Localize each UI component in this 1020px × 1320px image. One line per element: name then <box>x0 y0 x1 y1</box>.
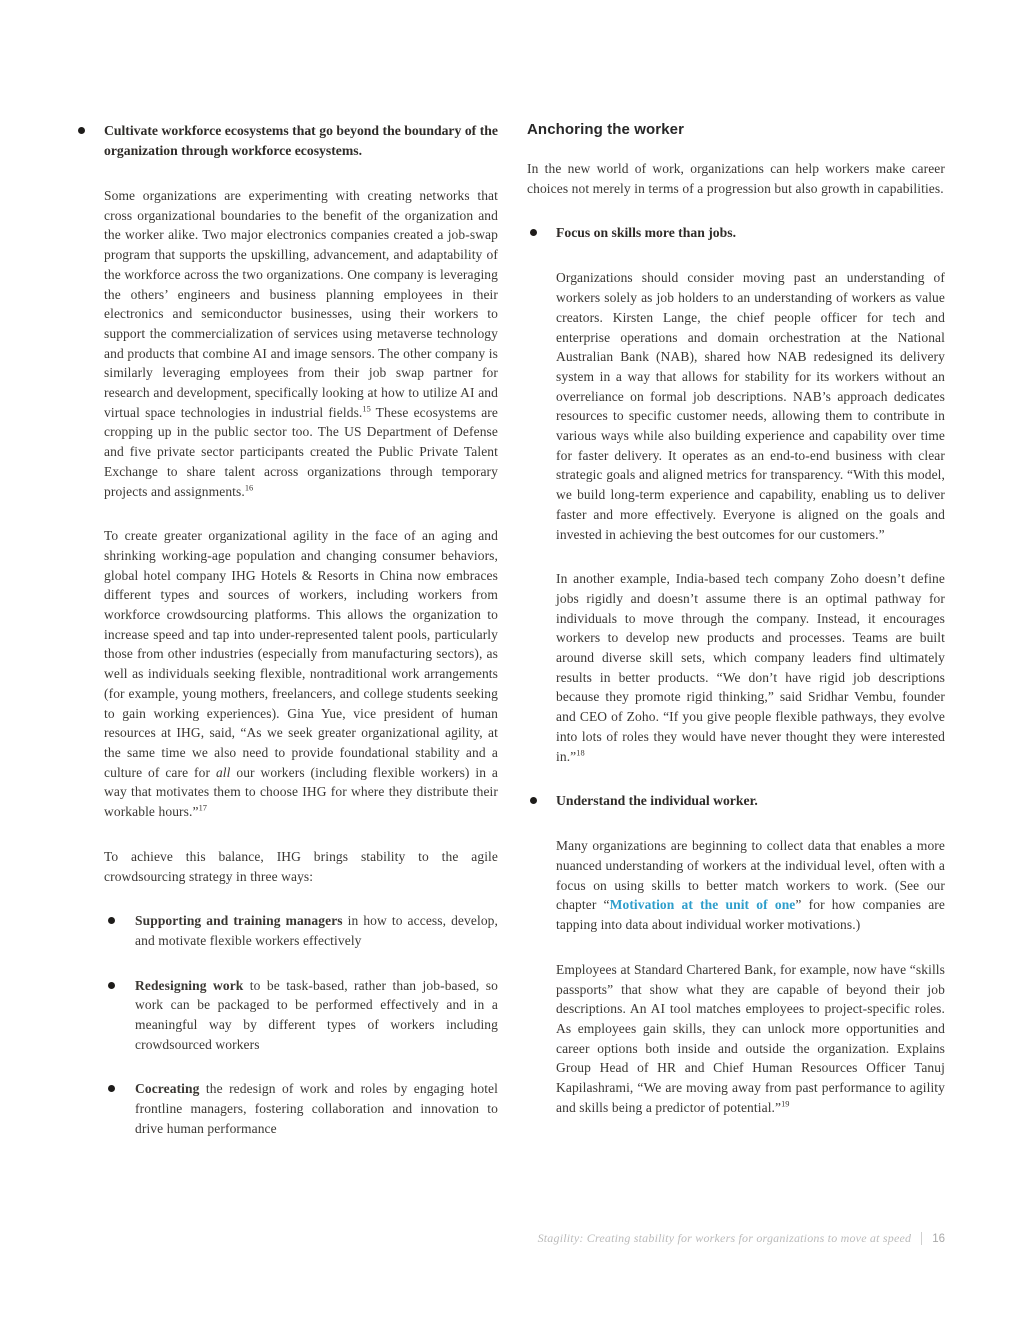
text-segment: our workers (including flexible workers) in a way that motivates them to choose IHG for where they distribute their workable hours.” <box>104 764 498 820</box>
ecosystems-bullet-heading: Cultivate workforce ecosystems that go beyond the boundary of the organization through workforce ecosystems. <box>104 123 498 158</box>
ecosystems-bullet-item <box>104 121 498 161</box>
left-column <box>104 121 498 1164</box>
skills-bullet-item <box>527 223 945 243</box>
sub-bullet-text <box>135 976 498 1055</box>
ihg-paragraph <box>104 526 498 822</box>
bullet-icon <box>78 127 85 134</box>
text-segment: ” for how companies are tapping into data about individual worker motivations.) <box>556 897 945 933</box>
sub-bullet-text <box>135 911 498 950</box>
text-segment: all <box>215 764 231 780</box>
sub-bullet-text <box>135 1079 498 1138</box>
text-segment: Supporting and training managers <box>135 913 343 929</box>
text-segment: To create greater organizational agility in the face of an aging and shrinking working-age population and changing consumer behaviors, global hotel company IHG Hotels & Resorts in China now embraces different types and sources of workers, including workers from workforce crowdsourcing platforms. This allows the organization to increase speed and tap into under-represented talent pools, particularly those from other industries (especially from manufacturing sectors), as well as individuals seeking flexible, nontraditional work arrangements (for example, young mothers, freelancers, and college students seeking to gain working experiences). Gina Yue, vice president of human resources at IHG, said, “As we seek greater organizational agility, at the same time we also need to provide foundational stability and a culture of care for <box>104 528 498 780</box>
networks-paragraph <box>104 186 498 501</box>
sub-bullet-redesigning <box>104 976 498 1055</box>
individual-bullet-item <box>527 791 945 811</box>
text-segment: In another example, India-based tech company Zoho doesn’t define jobs rigidly and doesn’t assume there is an optimal pathway for individuals to move through the company. Instead, it encourages workers to develop new products and processes. Teams are built around diverse skill sets, which company leaders find ultimately results in better products. “We don’t have rigid job descriptions because they promote rigid thinking,” said Sridhar Vembu, founder and CEO of Zoho. “If you give people flexible pathways, they evolve into lots of roles they would have never thought they were interested in.” <box>556 571 945 764</box>
standard-chartered-paragraph <box>556 960 945 1118</box>
text-segment: in how to access, develop, and motivate flexible workers effectively <box>135 913 498 948</box>
page-number: 16 <box>932 1232 945 1245</box>
text-segment: Employees at Standard Chartered Bank, for example, now have “skills passports” that show what they are capable of beyond their job descriptions. An AI tool matches employees to project-specific roles. As employees gain skills, they can unlock more opportunities and career options both inside and outside the organization. Explains Group Head of HR and Chief Human Resources Officer Tanuj Kapilashrami, “We are moving away from past performance to agility and skills being a predictor of potential.” <box>556 961 945 1115</box>
balance-paragraph: To achieve this balance, IHG brings stability to the agile crowdsourcing strategy in three ways: <box>104 848 498 884</box>
sub-bullet-supporting <box>104 911 498 950</box>
individual-bullet-heading: Understand the individual worker. <box>556 793 758 809</box>
right-column <box>527 121 945 1117</box>
sub-bullet-cocreating <box>104 1079 498 1138</box>
text-segment: 18 <box>576 748 585 758</box>
text-segment: Redesigning work <box>135 977 244 993</box>
skills-bullet-heading: Focus on skills more than jobs. <box>556 225 736 241</box>
intro-paragraph: In the new world of work, organizations can help workers make career choices not merely in terms of a progression but also growth in capabilities. <box>527 161 945 196</box>
bullet-icon <box>108 917 115 924</box>
section-heading: Anchoring the worker <box>527 121 685 138</box>
text-segment: 17 <box>198 803 207 813</box>
footer-divider <box>921 1232 922 1245</box>
text-segment: the redesign of work and roles by engaging hotel frontline managers, fostering collaboration and innovation to drive human performance <box>135 1081 498 1136</box>
chapter-link[interactable]: Motivation at the unit of one <box>609 897 796 913</box>
text-segment: These ecosystems are cropping up in the public sector too. The US Department of Defense and five private sector participants created the Public Private Talent Exchange to share talent across organizations through temporary projects and assignments. <box>104 404 498 499</box>
page-footer <box>538 1231 945 1246</box>
text-segment: 16 <box>244 483 254 493</box>
running-title: Stagility: Creating stability for workers for organizations to move at speed <box>537 1231 912 1245</box>
text-segment: 15 <box>362 404 371 414</box>
text-segment: Many organizations are beginning to collect data that enables a more nuanced understanding of workers at the individual level, often with a focus on using skills to better match workers to work. (See our chapter “ <box>556 838 945 913</box>
text-segment: Cocreating <box>135 1081 200 1097</box>
zoho-paragraph <box>556 569 945 766</box>
text-segment: Some organizations are experimenting with creating networks that cross organizational boundaries to the benefit of the organization and the worker alike. Two major electronics companies created a job-swap program that supports the upskilling, advancement, and adaptability of the workforce across the two organizations. One company is leveraging the others’ engineers and business planning employees in their electronics and semiconductor businesses, using their workers to support the commercialization of services using metaverse technology and products that combine AI and image sensors. The other company is similarly leveraging employees from their job swap partner for research and development, specifically looking at how to utilize AI and virtual space technologies in industrial fields. <box>104 188 498 420</box>
nab-paragraph: Organizations should consider moving past an understanding of workers solely as job holders to an understanding of workers as value creators. Kirsten Lange, the chief people officer for tech and enterprise operations and domain orchestration at the National Australian Bank (NAB), shared how NAB redesigned its delivery system in a way that allows for stability for its workers without an overreliance on formal job descriptions. NAB’s approach dedicates resources to specific customer needs, allowing them to contribute in various ways while also building experience and capability over time for faster delivery. It operates as an end-to-end business with clear strategic goals and aligned metrics for transparency. “With this model, we build long-term experience and capability, enabling us to deliver faster and more effectively. Everyone is aligned on the goals and invested in achieving the best outcomes for our customers.” <box>556 270 945 542</box>
bullet-icon <box>108 982 115 989</box>
text-segment: 19 <box>781 1099 790 1109</box>
text-segment: to be task-based, rather than job-based, so work can be packaged to be performed effectively and in a meaningful way by different types of workers including crowdsourced workers <box>135 977 498 1052</box>
worker-data-paragraph <box>556 836 945 935</box>
bullet-icon <box>108 1085 115 1092</box>
